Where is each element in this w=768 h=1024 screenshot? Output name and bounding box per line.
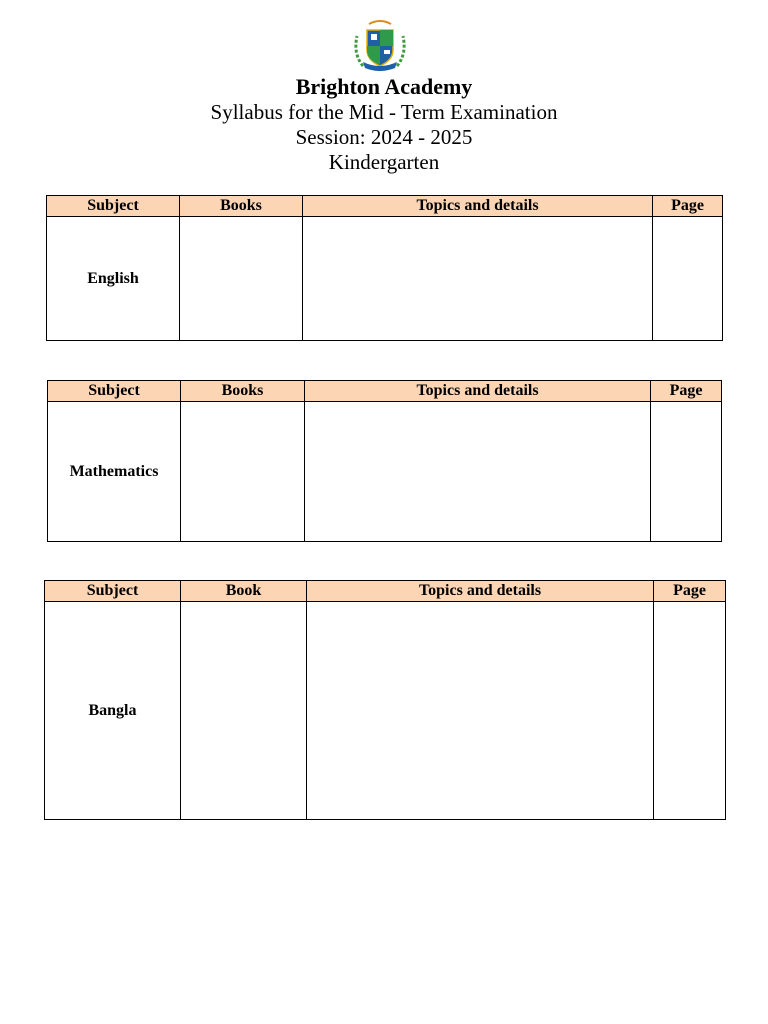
table-row xyxy=(45,602,726,820)
books-cell xyxy=(181,602,307,820)
page-cell xyxy=(653,217,723,341)
topics-cell xyxy=(303,217,653,341)
class-name: Kindergarten xyxy=(328,150,440,174)
table-header-row xyxy=(48,381,722,402)
table-header-row xyxy=(45,581,726,602)
syllabus-table-bangla xyxy=(44,580,726,820)
header-subject: Subject xyxy=(48,381,181,402)
session-line: Session: 2024 - 2025 xyxy=(295,125,473,149)
header-topics: Topics and details xyxy=(303,196,653,217)
header-subject: Subject xyxy=(47,196,180,217)
document-header xyxy=(0,74,768,175)
school-crest-logo xyxy=(349,16,411,76)
header-page: Page xyxy=(654,581,726,602)
header-books: Books xyxy=(181,381,305,402)
books-cell xyxy=(180,217,303,341)
table-row xyxy=(47,217,723,341)
books-cell xyxy=(181,402,305,542)
table-row xyxy=(48,402,722,542)
syllabus-table-mathematics xyxy=(47,380,722,542)
header-topics: Topics and details xyxy=(305,381,651,402)
table-header-row xyxy=(47,196,723,217)
subject-cell: Bangla xyxy=(45,602,181,820)
syllabus-table-english xyxy=(46,195,723,341)
page-cell xyxy=(651,402,722,542)
subject-cell: Mathematics xyxy=(48,402,181,542)
topics-cell xyxy=(305,402,651,542)
header-book: Book xyxy=(181,581,307,602)
header-topics: Topics and details xyxy=(307,581,654,602)
header-page: Page xyxy=(653,196,723,217)
header-books: Books xyxy=(180,196,303,217)
header-subject: Subject xyxy=(45,581,181,602)
school-name: Brighton Academy xyxy=(295,74,473,99)
exam-title: Syllabus for the Mid - Term Examination xyxy=(210,100,558,124)
topics-cell xyxy=(307,602,654,820)
header-page: Page xyxy=(651,381,722,402)
subject-cell: English xyxy=(47,217,180,341)
page-cell xyxy=(654,602,726,820)
